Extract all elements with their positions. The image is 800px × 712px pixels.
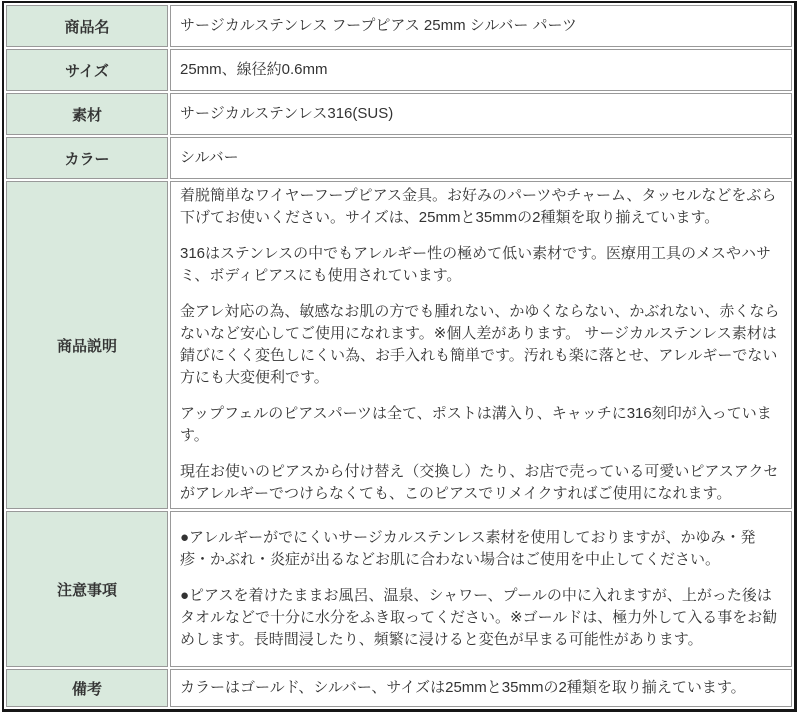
row-value-product-name: [170, 5, 792, 47]
row-label-size: サイズ: [6, 49, 168, 91]
row-label-remarks: 備考: [6, 669, 168, 707]
paragraph: サージカルステンレス フープピアス 25mm シルバー パーツ: [180, 17, 577, 34]
table-row-caution: [6, 511, 792, 667]
paragraph: サージカルステンレス316(SUS): [180, 105, 394, 122]
paragraph: ●アレルギーがでにくいサージカルステンレス素材を使用しておりますが、かゆみ・発疹・かぶれ・炎症が出るなどお肌に合わない場合はご使用を中止してください。: [180, 529, 756, 568]
row-label-description: 商品説明: [6, 181, 168, 509]
paragraph: カラーはゴールド、シルバー、サイズは25mmと35mmの2種類を取り揃えています。: [180, 679, 746, 696]
paragraph: 316はステンレスの中でもアレルギー性の極めて低い素材です。医療用工具のメスやハサミ、ボディピアスにも使用されています。: [180, 245, 771, 284]
row-value-caution: [170, 511, 792, 667]
product-spec-table: [2, 1, 797, 712]
paragraph: 着脱簡単なワイヤーフープピアス金具。お好みのパーツやチャーム、タッセルなどをぶら下げてお使いください。サイズは、25mmと35mmの2種類を取り揃えています。: [180, 187, 777, 226]
row-label-material: 素材: [6, 93, 168, 135]
paragraph: 25mm、線径約0.6mm: [180, 61, 328, 78]
table-row-product-name: [6, 5, 792, 47]
row-value-size: [170, 49, 792, 91]
paragraph: アップフェルのピアスパーツは全て、ポストは溝入り、キャッチに316刻印が入っています。: [180, 405, 772, 444]
row-label-product-name: 商品名: [6, 5, 168, 47]
row-value-description: [170, 181, 792, 509]
row-label-color: カラー: [6, 137, 168, 179]
table-row-size: [6, 49, 792, 91]
row-value-color: [170, 137, 792, 179]
paragraph: シルバー: [180, 149, 239, 166]
table-row-description: [6, 181, 792, 509]
table-row-remarks: [6, 669, 792, 707]
row-value-remarks: [170, 669, 792, 707]
paragraph: 金アレ対応の為、敏感なお肌の方でも腫れない、かゆくならない、かぶれない、赤くならないなど安心してご使用になれます。※個人差があります。 サージカルステンレス素材は錆びにくく変色しにくい為、お手入れも簡単です。汚れも楽に落とせ、アレルギーでない方にも大変便利です。: [180, 303, 780, 386]
table-row-color: [6, 137, 792, 179]
paragraph: 現在お使いのピアスから付け替え（交換し）たり、お店で売っている可愛いピアスアクセがアレルギーでつけらなくても、このピアスでリメイクすればご使用になれます。: [180, 463, 779, 502]
row-value-material: [170, 93, 792, 135]
table-row-material: [6, 93, 792, 135]
paragraph: ●ピアスを着けたままお風呂、温泉、シャワー、プールの中に入れますが、上がった後はタオルなどで十分に水分をふき取ってください。※ゴールドは、極力外して入る事をお勧めします。長時間浸したり、頻繁に浸けると変色が早まる可能性があります。: [180, 587, 778, 648]
row-label-caution: 注意事項: [6, 511, 168, 667]
